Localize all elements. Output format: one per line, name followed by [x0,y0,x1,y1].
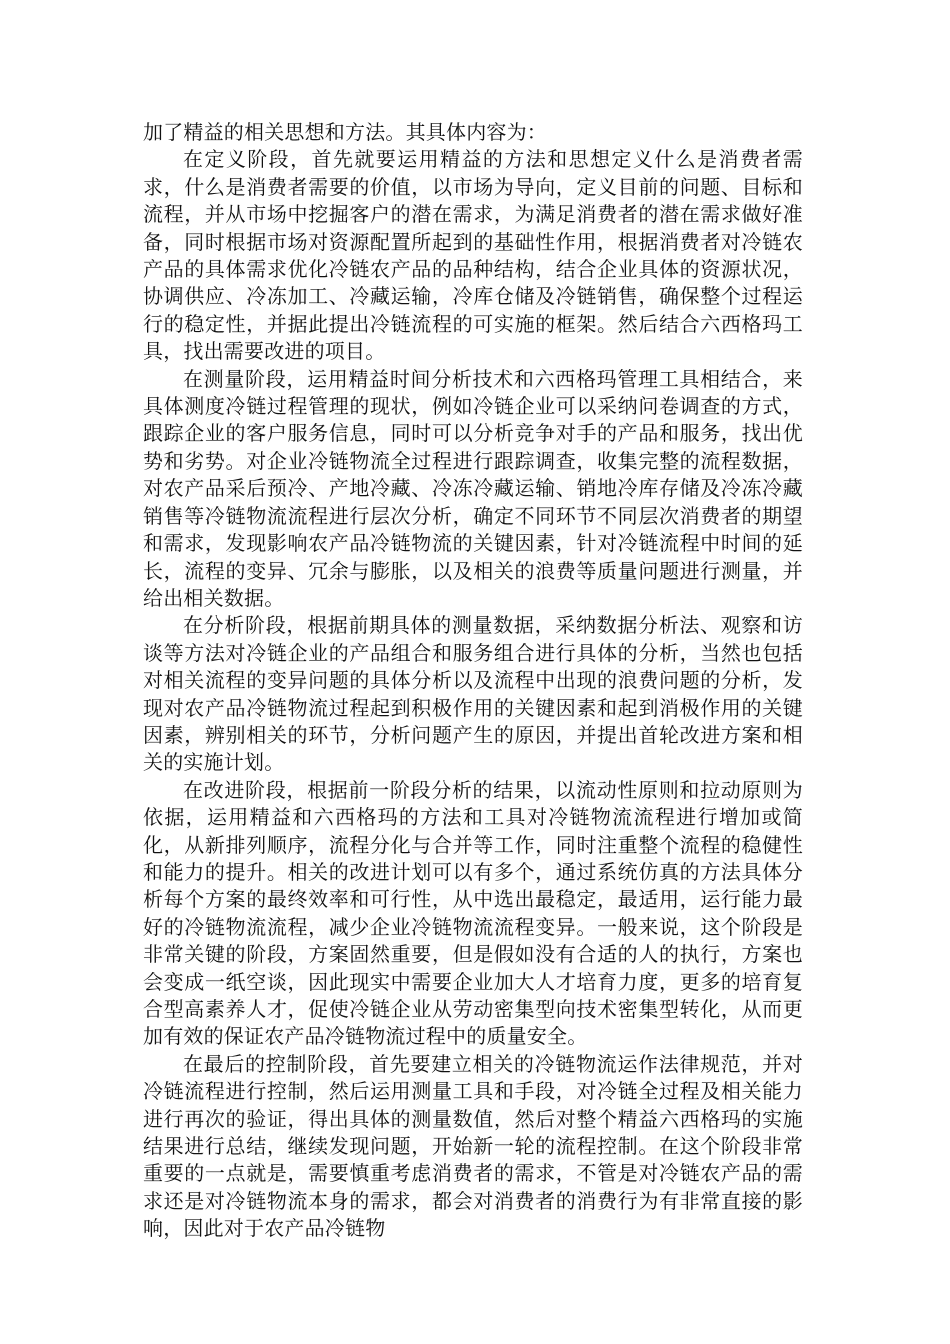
paragraph-intro-continuation: 加了精益的相关思想和方法。其具体内容为： [143,120,547,144]
paragraph-control-phase: 在最后的控制阶段，首先要建立相关的冷链物流运作法律规范，并对冷链流程进行控制，然后运用测量工具和手段，对冷链全过程及相关能力进行再次的验证，得出具体的测量数值，然后对整个精益六西格玛的实施结果进行总结，继续发现问题，开始新一轮的流程控制。在这个阶段非常重要的一点就是，需要慎重考虑消费者的需求，不管是对冷链农产品的需求还是对冷链物流本身的需求，都会对消费者的消费行为有非常直接的影响，因此对于农产品冷链物 [143,1051,803,1241]
paragraph-define-phase: 在定义阶段，首先就要运用精益的方法和思想定义什么是消费者需求，什么是消费者需要的价值，以市场为导向，定义目前的问题、目标和流程，并从市场中挖掘客户的潜在需求，为满足消费者的潜在需求做好准备，同时根据市场对资源配置所起到的基础性作用，根据消费者对冷链农产品的具体需求优化冷链农产品的品种结构，结合企业具体的资源状况，协调供应、冷冻加工、冷藏运输，冷库仓储及冷链销售，确保整个过程运行的稳定性，并据此提出冷链流程的可实施的框架。然后结合六西格玛工具，找出需要改进的项目。 [143,147,803,364]
paragraph-improve-phase: 在改进阶段，根据前一阶段分析的结果，以流动性原则和拉动原则为依据，运用精益和六西格玛的方法和工具对冷链物流流程进行增加或简化，从新排列顺序，流程分化与合并等工作，同时注重整个流程的稳健性和能力的提升。相关的改进计划可以有多个，通过系统仿真的方法具体分析每个方案的最终效率和可行性，从中选出最稳定，最适用，运行能力最好的冷链物流流程，减少企业冷链物流流程变异。一般来说，这个阶段是非常关键的阶段，方案固然重要，但是假如没有合适的人的执行，方案也会变成一纸空谈，因此现实中需要企业加大人才培育力度，更多的培育复合型高素养人才，促使冷链企业从劳动密集型向技术密集型转化，从而更加有效的保证农产品冷链物流过程中的质量安全。 [143,777,803,1049]
document-body [143,119,803,1243]
paragraph-measure-phase: 在测量阶段，运用精益时间分析技术和六西格玛管理工具相结合，来具体测度冷链过程管理的现状，例如冷链企业可以采纳问卷调查的方式，跟踪企业的客户服务信息，同时可以分析竞争对手的产品和服务，找出优势和劣势。对企业冷链物流全过程进行跟踪调查，收集完整的流程数据，对农产品采后预冷、产地冷藏、冷冻冷藏运输、销地冷库存储及冷冻冷藏销售等冷链物流流程进行层次分析，确定不同环节不同层次消费者的期望和需求，发现影响农产品冷链物流的关键因素，针对冷链流程中时间的延长，流程的变异、冗余与膨胀，以及相关的浪费等质量问题进行测量，并给出相关数据。 [143,366,803,610]
paragraph-analyze-phase: 在分析阶段，根据前期具体的测量数据，采纳数据分析法、观察和访谈等方法对冷链企业的产品组合和服务组合进行具体的分析，当然也包括对相关流程的变异问题的具体分析以及流程中出现的浪费问题的分析，发现对农产品冷链物流过程起到积极作用的关键因素和起到消极作用的关键因素，辨别相关的环节，分析问题产生的原因，并提出首轮改进方案和相关的实施计划。 [143,613,803,775]
